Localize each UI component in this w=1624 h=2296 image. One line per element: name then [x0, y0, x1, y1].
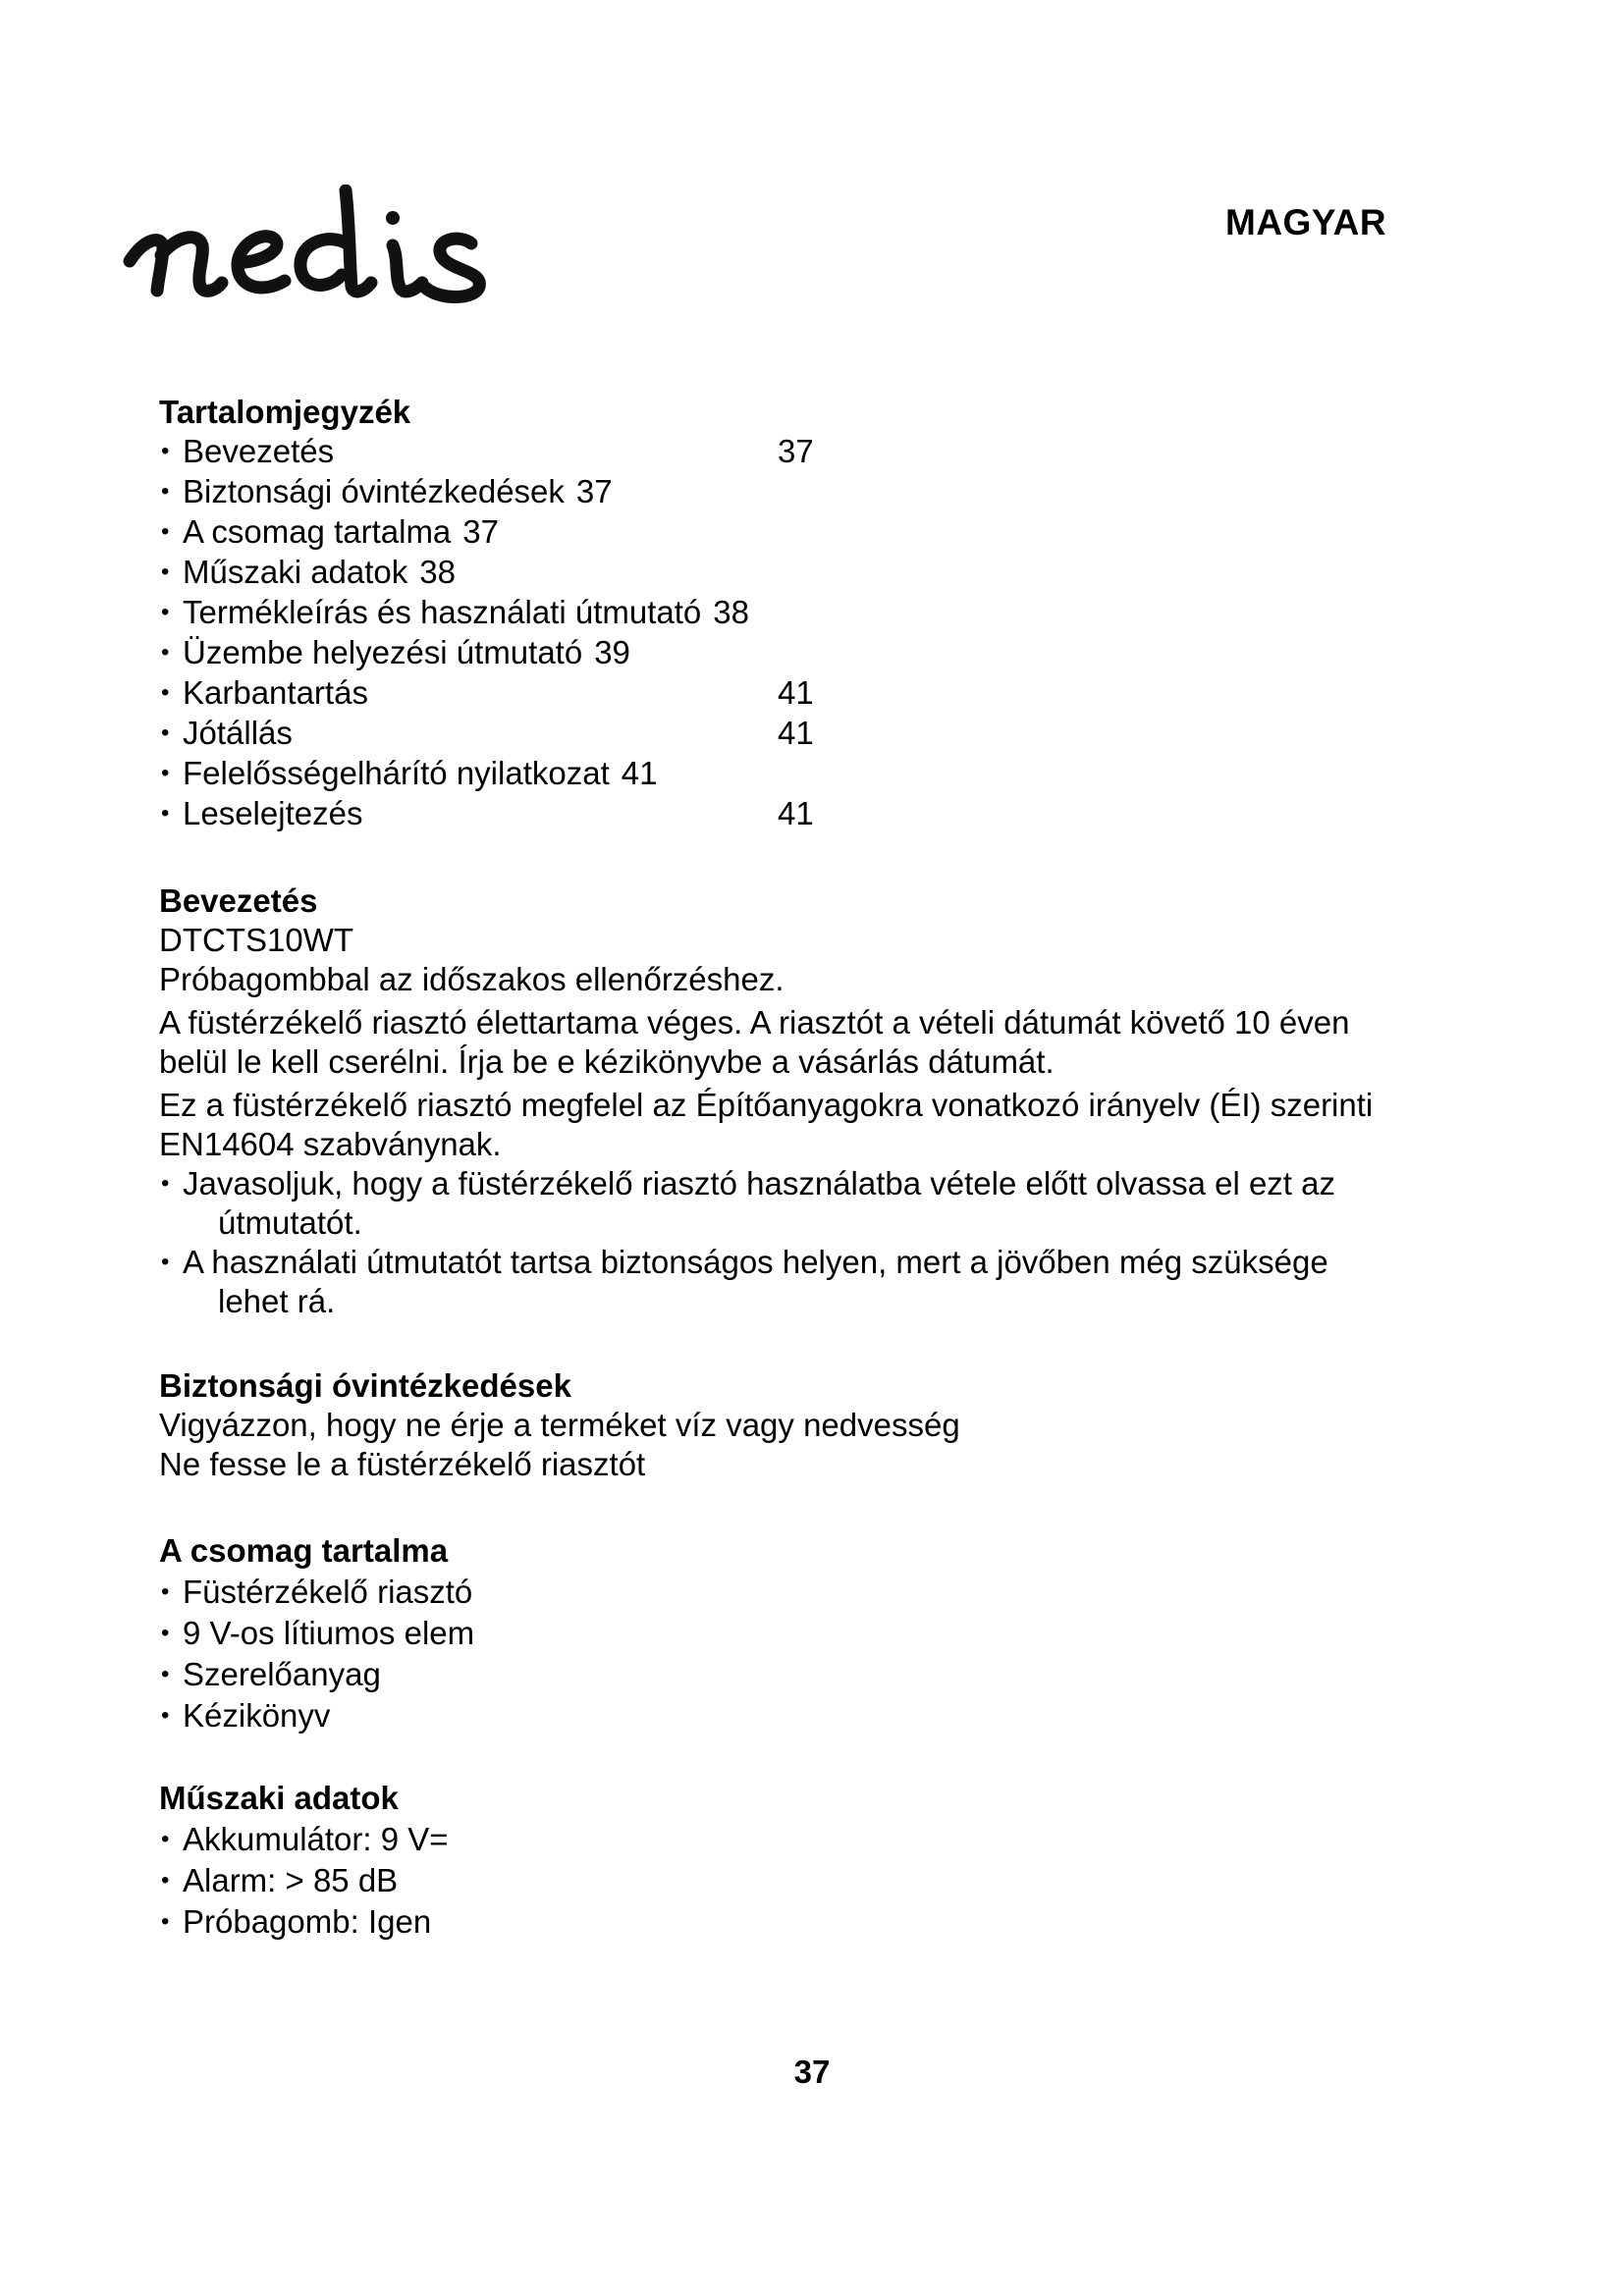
language-label: MAGYAR [1225, 202, 1387, 242]
bullet-text: Javasoljuk, hogy a füstérzékelő riasztó használatba vétele előtt olvassa el ezt az [183, 1165, 1335, 1201]
toc-item-label: A csomag tartalma [183, 513, 452, 550]
intro-paragraph-lifetime: A füstérzékelő riasztó élettartama véges. A riasztót a vételi dátumát követő 10 éven belül le kell cserélni. Írja be e kézikönyvbe a vásárlás dátumát. [159, 1004, 1350, 1080]
intro-bullets [159, 1164, 1386, 1321]
toc-item-page: 37 [462, 513, 499, 550]
specs-section [159, 1779, 1386, 1942]
intro-line: Próbagombbal az időszakos ellenőrzéshez. [159, 961, 785, 997]
list-item: • Próbagomb: Igen [159, 1902, 1386, 1942]
package-list [159, 1573, 1386, 1735]
package-section [159, 1531, 1386, 1735]
package-title: A csomag tartalma [159, 1532, 449, 1569]
toc-item [159, 472, 1386, 512]
specs-title: Műszaki adatok [159, 1780, 399, 1816]
safety-section [159, 1366, 1386, 1484]
toc-item-label: Bevezetés [183, 433, 335, 469]
toc-item [159, 553, 1386, 593]
toc-item-page: 37 [778, 433, 814, 469]
model-number: DTCTS10WT [159, 922, 353, 958]
nedis-logo [118, 185, 589, 322]
intro-section [159, 881, 1386, 1321]
safety-line: Ne fesse le a füstérzékelő riasztót [159, 1446, 646, 1482]
toc-item [159, 794, 1386, 834]
toc-item-label: Jótállás [183, 715, 293, 751]
toc-title: Tartalomjegyzék [159, 394, 411, 430]
toc-item-page: 41 [778, 795, 814, 831]
safety-title: Biztonsági óvintézkedések [159, 1367, 571, 1404]
list-item: • Füstérzékelő riasztó [159, 1573, 1386, 1612]
document-body [159, 393, 1386, 1942]
list-item: • Akkumulátor: 9 V= [159, 1820, 1386, 1859]
list-item: • 9 V-os lítiumos elem [159, 1614, 1386, 1653]
table-of-contents [159, 393, 1386, 834]
intro-title: Bevezetés [159, 882, 318, 919]
bullet-text-cont: útmutatót. [218, 1204, 362, 1241]
toc-item [159, 512, 1386, 553]
bullet-text: A használati útmutatót tartsa biztonságos helyen, mert a jövőben még szüksége [183, 1244, 1328, 1280]
safety-line: Vigyázzon, hogy ne érje a terméket víz vagy nedvesség [159, 1407, 960, 1443]
toc-item [159, 432, 1386, 472]
toc-item-label: Üzembe helyezési útmutató [183, 634, 583, 670]
list-item: • Szerelőanyag [159, 1655, 1386, 1694]
page-number: 37 [793, 2054, 831, 2090]
toc-item-label: Leselejtezés [183, 795, 363, 831]
list-item [159, 1164, 1386, 1243]
toc-item [159, 673, 1386, 714]
intro-paragraph-standard: Ez a füstérzékelő riasztó megfelel az Építőanyagokra vonatkozó irányelv (ÉI) szerinti EN14604 szabványnak. [159, 1087, 1374, 1162]
bullet-text-cont: lehet rá. [218, 1283, 336, 1319]
specs-list [159, 1820, 1386, 1942]
toc-item-page: 41 [778, 674, 814, 711]
toc-item-label: Karbantartás [183, 674, 368, 711]
toc-list [159, 432, 1386, 834]
toc-item-label: Felelősségelhárító nyilatkozat [183, 755, 610, 791]
toc-item-page: 41 [778, 715, 814, 751]
toc-item-label: Biztonsági óvintézkedések [183, 473, 565, 509]
toc-item-page: 38 [419, 554, 456, 590]
toc-item [159, 714, 1386, 754]
toc-item-page: 37 [575, 473, 613, 509]
toc-item [159, 593, 1386, 633]
list-item: • Kézikönyv [159, 1696, 1386, 1735]
toc-item-page: 38 [713, 594, 749, 630]
toc-item-label: Termékleírás és használati útmutató [183, 594, 702, 630]
toc-item-page: 39 [594, 634, 630, 670]
brand-text: nedis [118, 185, 121, 186]
toc-item-page: 41 [621, 755, 658, 791]
toc-item [159, 754, 1386, 794]
list-item: • Alarm: > 85 dB [159, 1861, 1386, 1900]
list-item [159, 1243, 1386, 1321]
toc-item-label: Műszaki adatok [183, 554, 408, 590]
toc-item [159, 633, 1386, 673]
